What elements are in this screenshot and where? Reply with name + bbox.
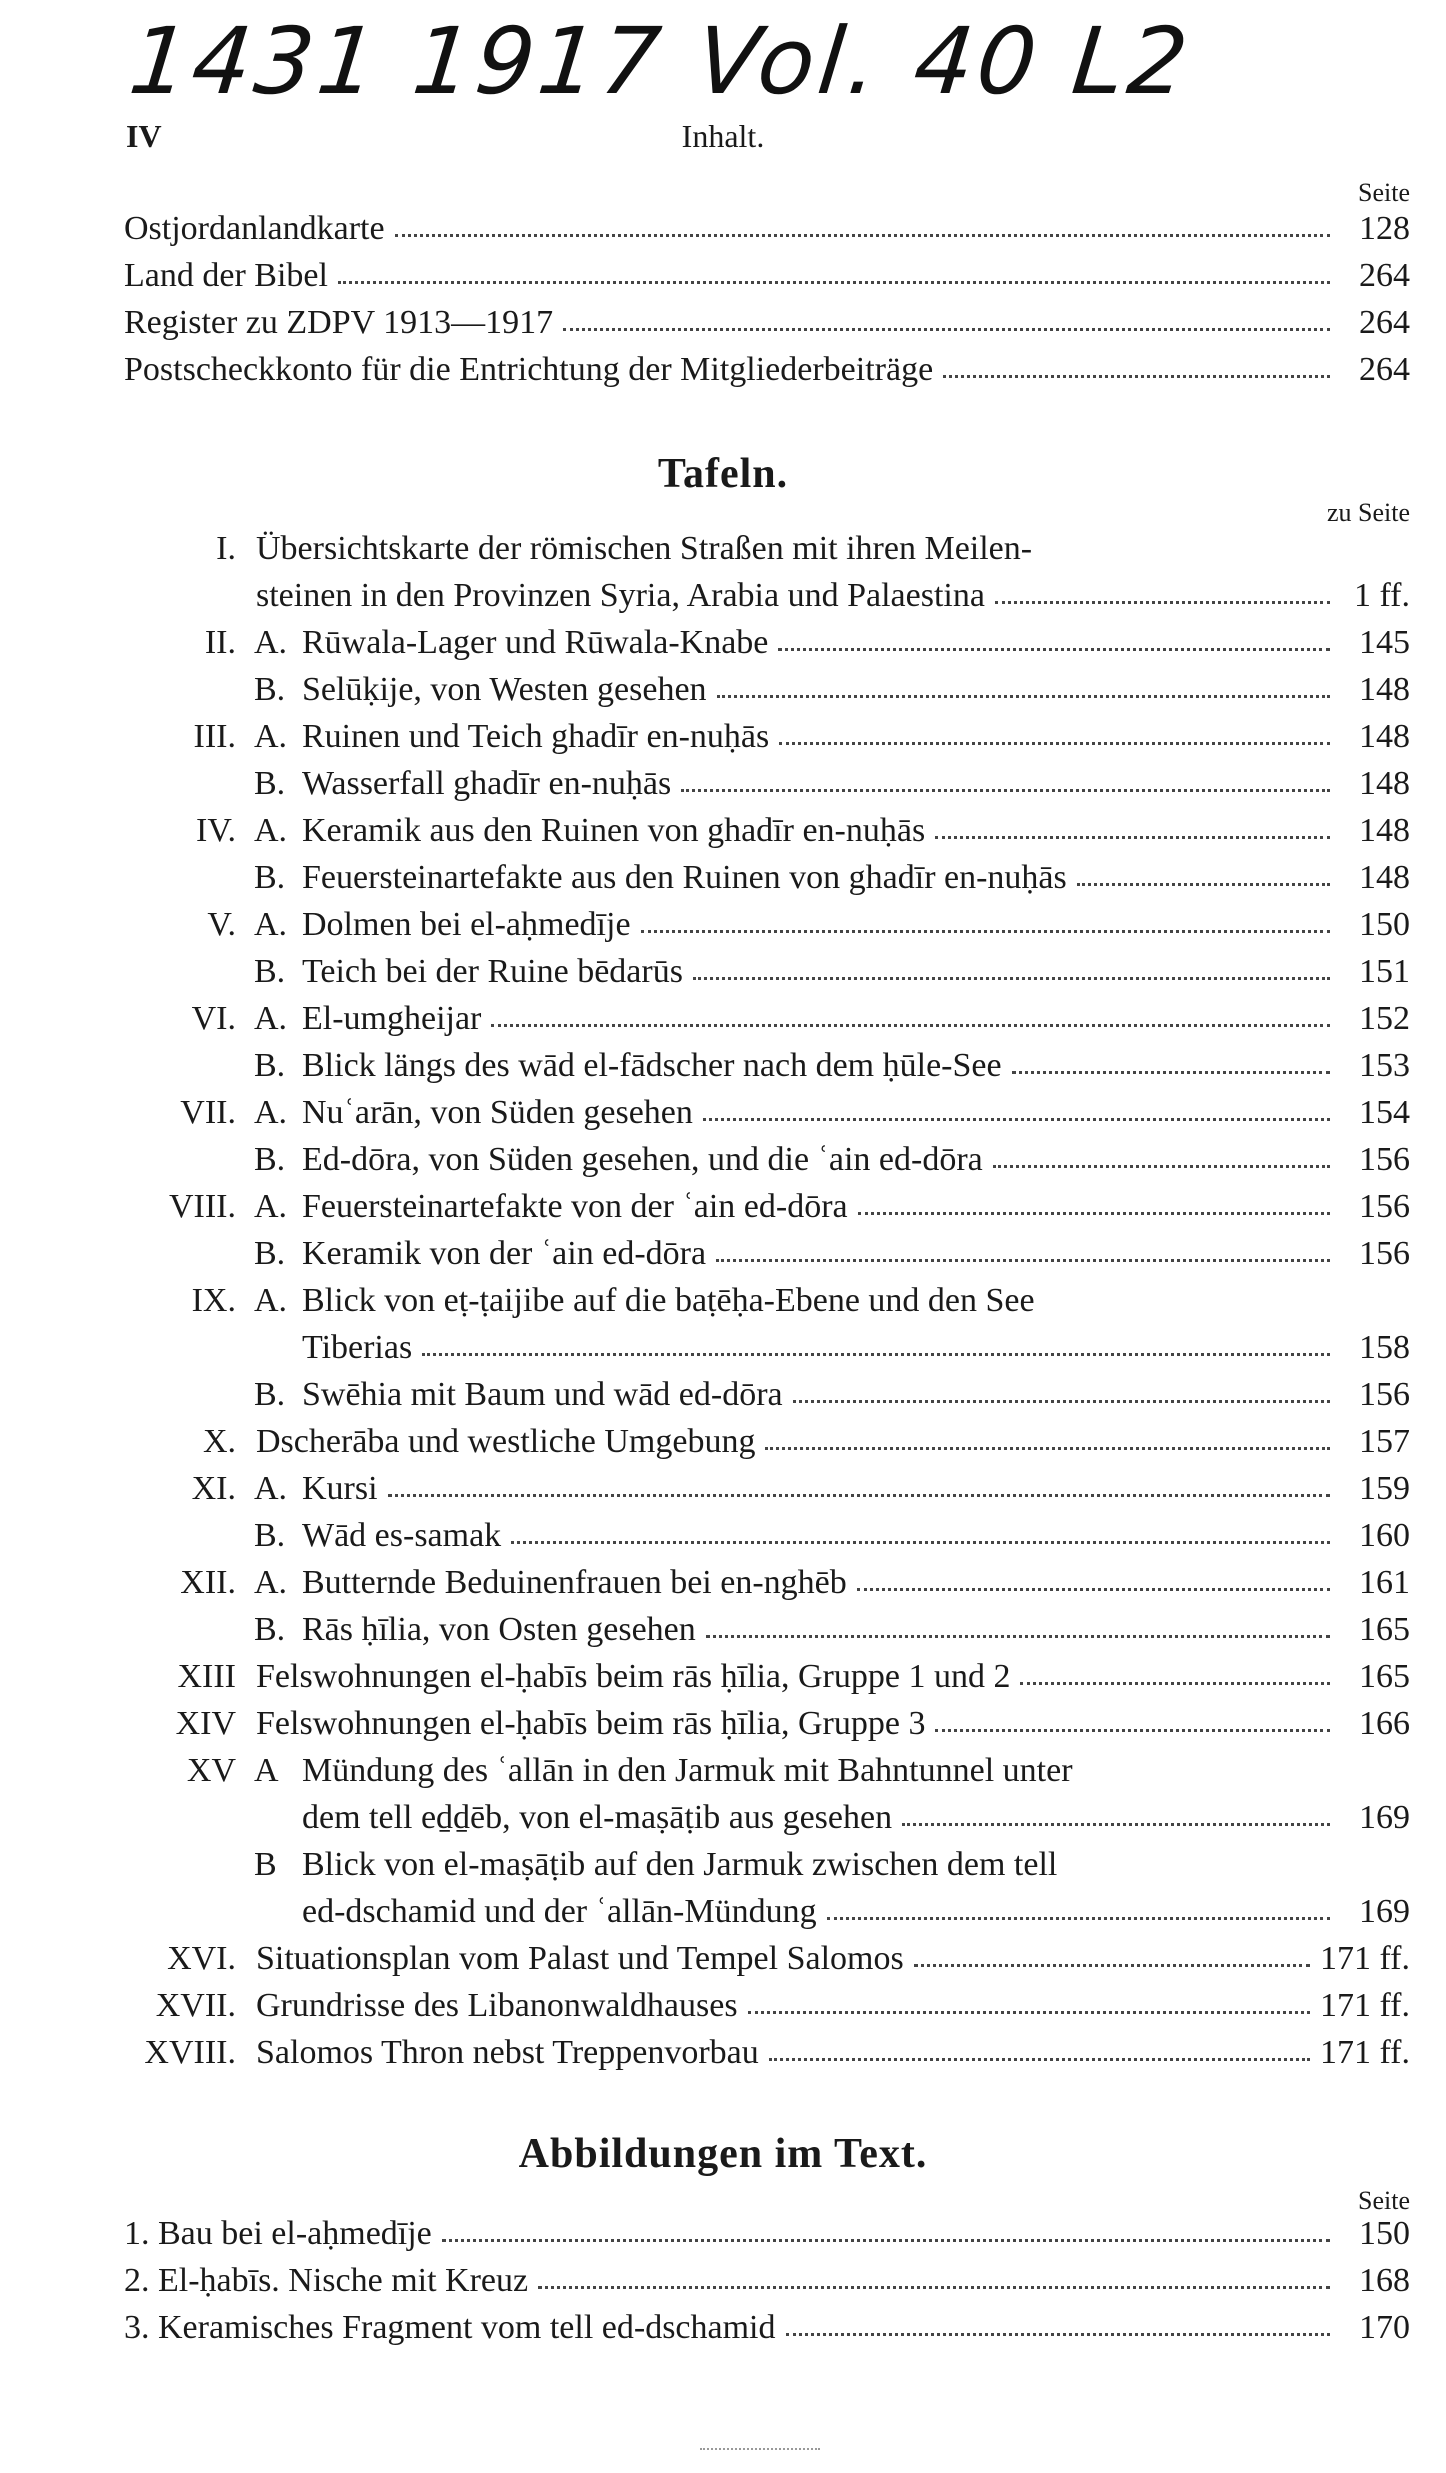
contents-item-label: Ostjordanlandkarte xyxy=(124,210,385,247)
plate-numeral: VIII. xyxy=(168,1188,236,1225)
figures-column-heading: Seite xyxy=(1358,2186,1410,2215)
plate-entry-page: 156 xyxy=(1359,1376,1410,1413)
plate-entry-page: 165 xyxy=(1359,1658,1410,1695)
plate-sub-letter: B. xyxy=(254,1517,286,1554)
leader-dots xyxy=(641,930,1330,933)
plate-numeral: I. xyxy=(216,530,236,567)
figure-text: Keramisches Fragment vom tell ed-dschamid xyxy=(158,2309,776,2346)
plate-entry-page: 1 ff. xyxy=(1353,577,1410,614)
figure-item-label xyxy=(124,2210,432,2257)
plate-sub-letter: A. xyxy=(254,1282,288,1319)
plate-numeral: VI. xyxy=(191,1000,236,1037)
leader-dots xyxy=(388,1494,1330,1497)
leader-dots xyxy=(693,977,1330,980)
plate-entry-text: dem tell eḏḏēb, von el-maṣāṭib aus gesehen xyxy=(302,1799,893,1836)
plate-sub-letter: A. xyxy=(254,1564,288,1601)
plate-entry xyxy=(302,1324,1410,1371)
plate-sub-letter: A xyxy=(254,1752,279,1789)
plate-row xyxy=(124,666,1410,713)
contents-item-page: 264 xyxy=(1359,304,1410,341)
plate-entry-text: Rūwala-Lager und Rūwala-Knabe xyxy=(302,624,769,661)
leader-dots xyxy=(422,1353,1330,1356)
plate-entry xyxy=(302,1841,1410,1888)
plate-row xyxy=(124,1982,1410,2029)
plate-row xyxy=(124,1230,1410,1277)
leader-dots xyxy=(716,1259,1330,1262)
figure-text: Bau bei el-aḥmedīje xyxy=(158,2215,432,2252)
plate-entry xyxy=(302,1606,1410,1653)
figure-item xyxy=(124,2210,1410,2257)
contents-item-page: 264 xyxy=(1359,351,1410,388)
plate-entry-text: Selūḳije, von Westen gesehen xyxy=(302,671,707,708)
plate-entry-text: Butternde Beduinenfrauen bei en-nghēb xyxy=(302,1564,847,1601)
plate-sub-letter: B. xyxy=(254,953,286,990)
contents-item-page: 264 xyxy=(1359,257,1410,294)
plate-sub-letter: B. xyxy=(254,1376,286,1413)
plate-row xyxy=(124,1747,1410,1794)
plate-row xyxy=(124,1418,1410,1465)
figure-item-label xyxy=(124,2304,776,2351)
plate-numeral: IV. xyxy=(196,812,236,849)
leader-dots xyxy=(395,234,1330,237)
plate-entry-page: 153 xyxy=(1359,1047,1410,1084)
plate-entry-text: Keramik aus den Ruinen von ghadīr en-nuḥās xyxy=(302,812,926,849)
plate-entry-page: 171 ff. xyxy=(1319,1940,1410,1977)
plate-entry-text: Feuersteinartefakte von der ʿain ed-dōra xyxy=(302,1188,848,1225)
leader-dots xyxy=(511,1541,1330,1544)
plate-entry xyxy=(302,948,1410,995)
plate-sub-letter: B xyxy=(254,1846,277,1883)
plate-entry-text: Felswohnungen el-ḥabīs beim rās ḥīlia, Gruppe 3 xyxy=(256,1705,926,1742)
plate-entry xyxy=(302,1089,1410,1136)
leader-dots xyxy=(786,2333,1331,2336)
plate-numeral: VII. xyxy=(180,1094,236,1131)
plate-entry xyxy=(302,807,1410,854)
handwritten-note: 1431 1917 Vol. 40 L2 xyxy=(124,8,1197,115)
figures-list xyxy=(124,2210,1410,2351)
plate-entry-text: Ed-dōra, von Süden gesehen, und die ʿain ed-dōra xyxy=(302,1141,983,1178)
contents-item xyxy=(124,252,1410,299)
leader-dots xyxy=(681,789,1330,792)
plate-row xyxy=(124,807,1410,854)
plate-entry xyxy=(302,1042,1410,1089)
plate-entry-page: 151 xyxy=(1359,953,1410,990)
plate-numeral: XIV xyxy=(175,1705,236,1742)
leader-dots xyxy=(943,375,1330,378)
leader-dots xyxy=(563,328,1330,331)
leader-dots xyxy=(538,2286,1330,2289)
plate-numeral: X. xyxy=(202,1423,236,1460)
plate-sub-letter: B. xyxy=(254,1141,286,1178)
plate-numeral: XV xyxy=(186,1752,236,1789)
contents-item xyxy=(124,346,1410,393)
plate-numeral: XI. xyxy=(191,1470,236,1507)
plate-entry-text: Ruinen und Teich ghadīr en-nuḥās xyxy=(302,718,770,755)
figure-item-label xyxy=(124,2257,528,2304)
plate-entry-page: 148 xyxy=(1359,671,1410,708)
leader-dots xyxy=(706,1635,1330,1638)
contents-item-label: Register zu ZDPV 1913—1917 xyxy=(124,304,554,341)
plate-row xyxy=(124,854,1410,901)
contents-column-heading: Seite xyxy=(1358,178,1410,207)
plate-row xyxy=(124,1888,1410,1935)
plate-entry-page: 159 xyxy=(1359,1470,1410,1507)
plate-sub-letter: A. xyxy=(254,624,288,661)
plate-entry-page: 148 xyxy=(1359,812,1410,849)
leader-dots xyxy=(491,1024,1330,1027)
plate-entry xyxy=(302,666,1410,713)
plate-entry-page: 169 xyxy=(1359,1799,1410,1836)
plate-sub-letter: A. xyxy=(254,906,288,943)
plate-entry xyxy=(302,1794,1410,1841)
leader-dots xyxy=(902,1823,1330,1826)
leader-dots xyxy=(935,836,1330,839)
leader-dots xyxy=(703,1118,1330,1121)
plate-row xyxy=(124,1136,1410,1183)
leader-dots xyxy=(914,1964,1310,1967)
leader-dots xyxy=(827,1917,1330,1920)
plate-entry-text: Teich bei der Ruine bēdarūs xyxy=(302,953,683,990)
plate-entry xyxy=(302,619,1410,666)
contents-item-label: Postscheckkonto für die Entrichtung der Mitgliederbeiträge xyxy=(124,351,934,388)
plate-entry-text: Grundrisse des Libanonwaldhauses xyxy=(256,1987,738,2024)
plate-entry-page: 150 xyxy=(1359,906,1410,943)
figure-number: 2. xyxy=(124,2262,150,2299)
plate-entry-text: El-umgheijar xyxy=(302,1000,482,1037)
plate-sub-letter: A. xyxy=(254,1094,288,1131)
plate-entry xyxy=(302,1371,1410,1418)
figure-number: 1. xyxy=(124,2215,150,2252)
plate-row xyxy=(124,1841,1410,1888)
plate-entry xyxy=(302,713,1410,760)
plate-entry xyxy=(302,1277,1410,1324)
plate-sub-letter: B. xyxy=(254,1047,286,1084)
plate-sub-letter: B. xyxy=(254,1235,286,1272)
plate-numeral: III. xyxy=(193,718,236,755)
leader-dots xyxy=(858,1212,1330,1215)
leader-dots xyxy=(717,695,1330,698)
plate-sub-letter: A. xyxy=(254,1188,288,1225)
figure-item-page: 150 xyxy=(1359,2215,1410,2252)
plate-row xyxy=(124,1700,1410,1747)
plate-entry-page: 171 ff. xyxy=(1319,2034,1410,2071)
plate-entry xyxy=(302,995,1410,1042)
plate-row xyxy=(124,1606,1410,1653)
plate-entry xyxy=(302,1512,1410,1559)
plate-numeral: XIII xyxy=(177,1658,236,1695)
plate-entry-page: 169 xyxy=(1359,1893,1410,1930)
leader-dots xyxy=(1020,1682,1330,1685)
plate-row xyxy=(124,1653,1410,1700)
plate-numeral: XVI. xyxy=(167,1940,236,1977)
plate-row xyxy=(124,1465,1410,1512)
plate-entry-text: Rās ḥīlia, von Osten gesehen xyxy=(302,1611,696,1648)
plate-row xyxy=(124,760,1410,807)
plate-entry xyxy=(256,572,1410,619)
plate-entry-text: Übersichtskarte der römischen Straßen mit ihren Meilen- xyxy=(256,530,1033,567)
plate-entry xyxy=(256,1982,1410,2029)
figure-text: El-ḥabīs. Nische mit Kreuz xyxy=(158,2262,529,2299)
plate-row xyxy=(124,525,1410,572)
leader-dots xyxy=(993,1165,1330,1168)
plate-numeral: V. xyxy=(207,906,236,943)
plate-sub-letter: A. xyxy=(254,1470,288,1507)
plate-row xyxy=(124,1277,1410,1324)
leader-dots xyxy=(778,648,1330,651)
plate-entry-page: 156 xyxy=(1359,1141,1410,1178)
plate-entry-page: 156 xyxy=(1359,1235,1410,1272)
leader-dots xyxy=(857,1588,1330,1591)
plate-entry xyxy=(256,1700,1410,1747)
plate-entry-page: 148 xyxy=(1359,765,1410,802)
contents-item-label: Land der Bibel xyxy=(124,257,328,294)
plate-sub-letter: A. xyxy=(254,812,288,849)
plate-row xyxy=(124,901,1410,948)
plate-entry-text: Felswohnungen el-ḥabīs beim rās ḥīlia, Gruppe 1 und 2 xyxy=(256,1658,1011,1695)
plate-entry-text: Blick von eṭ-ṭaijibe auf die baṭēḥa-Ebene und den See xyxy=(302,1282,1035,1319)
figure-number: 3. xyxy=(124,2309,150,2346)
plate-entry-page: 156 xyxy=(1359,1188,1410,1225)
plate-row xyxy=(124,1794,1410,1841)
running-title: Inhalt. xyxy=(681,118,765,154)
plate-row xyxy=(124,713,1410,760)
plate-row xyxy=(124,1183,1410,1230)
plate-entry-text: Blick längs des wād el-fādscher nach dem ḥūle-See xyxy=(302,1047,1002,1084)
plate-entry-text: Nuʿarān, von Süden gesehen xyxy=(302,1094,693,1131)
contents-item-page: 128 xyxy=(1359,210,1410,247)
plate-sub-letter: B. xyxy=(254,1611,286,1648)
plate-entry-text: Tiberias xyxy=(302,1329,413,1366)
page-numeral: IV xyxy=(126,118,162,154)
leader-dots xyxy=(793,1400,1330,1403)
plate-entry xyxy=(302,1230,1410,1277)
leader-dots xyxy=(442,2239,1330,2242)
plate-entry-page: 145 xyxy=(1359,624,1410,661)
plate-entry-text: Wād es-samak xyxy=(302,1517,502,1554)
plate-numeral: IX. xyxy=(191,1282,236,1319)
contents-item xyxy=(124,205,1410,252)
figure-item xyxy=(124,2304,1410,2351)
footer-rule xyxy=(700,2448,820,2450)
leader-dots xyxy=(935,1729,1330,1732)
plate-entry xyxy=(256,1935,1410,1982)
plate-row xyxy=(124,572,1410,619)
plate-row xyxy=(124,2029,1410,2076)
plate-sub-letter: A. xyxy=(254,718,288,755)
figure-item-page: 170 xyxy=(1359,2309,1410,2346)
plate-entry-text: ed-dschamid und der ʿallān-Mündung xyxy=(302,1893,817,1930)
plate-row xyxy=(124,1935,1410,1982)
leader-dots xyxy=(765,1447,1330,1450)
leader-dots xyxy=(769,2058,1310,2061)
plate-entry-page: 148 xyxy=(1359,859,1410,896)
leader-dots xyxy=(1012,1071,1330,1074)
plate-numeral: XII. xyxy=(180,1564,236,1601)
plate-row xyxy=(124,1042,1410,1089)
plate-entry-text: Salomos Thron nebst Treppenvorbau xyxy=(256,2034,759,2071)
plate-entry-text: steinen in den Provinzen Syria, Arabia und Palaestina xyxy=(256,577,985,614)
plate-entry xyxy=(302,760,1410,807)
plate-entry-page: 161 xyxy=(1359,1564,1410,1601)
figure-item xyxy=(124,2257,1410,2304)
plate-entry-page: 158 xyxy=(1359,1329,1410,1366)
plate-entry-page: 171 ff. xyxy=(1319,1987,1410,2024)
plate-row xyxy=(124,995,1410,1042)
plate-numeral: II. xyxy=(204,624,236,661)
plate-row xyxy=(124,1559,1410,1606)
plate-entry-text: Dolmen bei el-aḥmedīje xyxy=(302,906,631,943)
plate-numeral: XVIII. xyxy=(144,2034,236,2071)
plate-row xyxy=(124,1089,1410,1136)
leader-dots xyxy=(338,281,1330,284)
plate-entry xyxy=(256,1653,1410,1700)
plate-entry-text: Keramik von der ʿain ed-dōra xyxy=(302,1235,707,1272)
plate-entry xyxy=(302,1136,1410,1183)
plate-entry-page: 166 xyxy=(1359,1705,1410,1742)
leader-dots xyxy=(748,2011,1310,2014)
plate-entry xyxy=(256,525,1410,572)
plate-entry xyxy=(302,901,1410,948)
plate-row xyxy=(124,1371,1410,1418)
plate-entry-text: Dscherāba und westliche Umgebung xyxy=(256,1423,756,1460)
leader-dots xyxy=(779,742,1330,745)
plate-row xyxy=(124,619,1410,666)
plate-row xyxy=(124,1512,1410,1559)
plate-sub-letter: B. xyxy=(254,671,286,708)
plate-sub-letter: A. xyxy=(254,1000,288,1037)
plates-column-heading: zu Seite xyxy=(1326,498,1410,527)
plate-entry xyxy=(302,1747,1410,1794)
plate-entry-text: Kursi xyxy=(302,1470,378,1507)
plate-entry xyxy=(256,2029,1410,2076)
plate-entry-text: Swēhia mit Baum und wād ed-dōra xyxy=(302,1376,783,1413)
figures-title: Abbildungen im Text. xyxy=(518,2131,928,2177)
plate-entry-page: 165 xyxy=(1359,1611,1410,1648)
plate-entry-text: Mündung des ʿallān in den Jarmuk mit Bahntunnel unter xyxy=(302,1752,1073,1789)
contents-list xyxy=(124,205,1410,393)
plate-entry-page: 152 xyxy=(1359,1000,1410,1037)
leader-dots xyxy=(1077,883,1330,886)
plate-entry xyxy=(302,1888,1410,1935)
plate-entry-page: 148 xyxy=(1359,718,1410,755)
plate-entry-page: 160 xyxy=(1359,1517,1410,1554)
plate-entry-text: Blick von el-maṣāṭib auf den Jarmuk zwischen dem tell xyxy=(302,1846,1058,1883)
plate-entry-page: 154 xyxy=(1359,1094,1410,1131)
plate-entry-text: Feuersteinartefakte aus den Ruinen von ghadīr en-nuḥās xyxy=(302,859,1067,896)
leader-dots xyxy=(995,601,1330,604)
contents-item xyxy=(124,299,1410,346)
plate-entry-text: Situationsplan vom Palast und Tempel Salomos xyxy=(256,1940,904,1977)
plate-sub-letter: B. xyxy=(254,765,286,802)
plate-entry xyxy=(302,1559,1410,1606)
figure-item-page: 168 xyxy=(1359,2262,1410,2299)
plate-numeral: XVII. xyxy=(155,1987,236,2024)
plates-list xyxy=(124,525,1410,2076)
plate-row xyxy=(124,948,1410,995)
plate-entry xyxy=(302,1183,1410,1230)
plate-entry xyxy=(302,1465,1410,1512)
plate-sub-letter: B. xyxy=(254,859,286,896)
plate-entry xyxy=(302,854,1410,901)
plate-entry-page: 157 xyxy=(1359,1423,1410,1460)
plate-entry-text: Wasserfall ghadīr en-nuḥās xyxy=(302,765,672,802)
plate-entry xyxy=(256,1418,1410,1465)
plates-title: Tafeln. xyxy=(657,451,789,497)
plate-row xyxy=(124,1324,1410,1371)
